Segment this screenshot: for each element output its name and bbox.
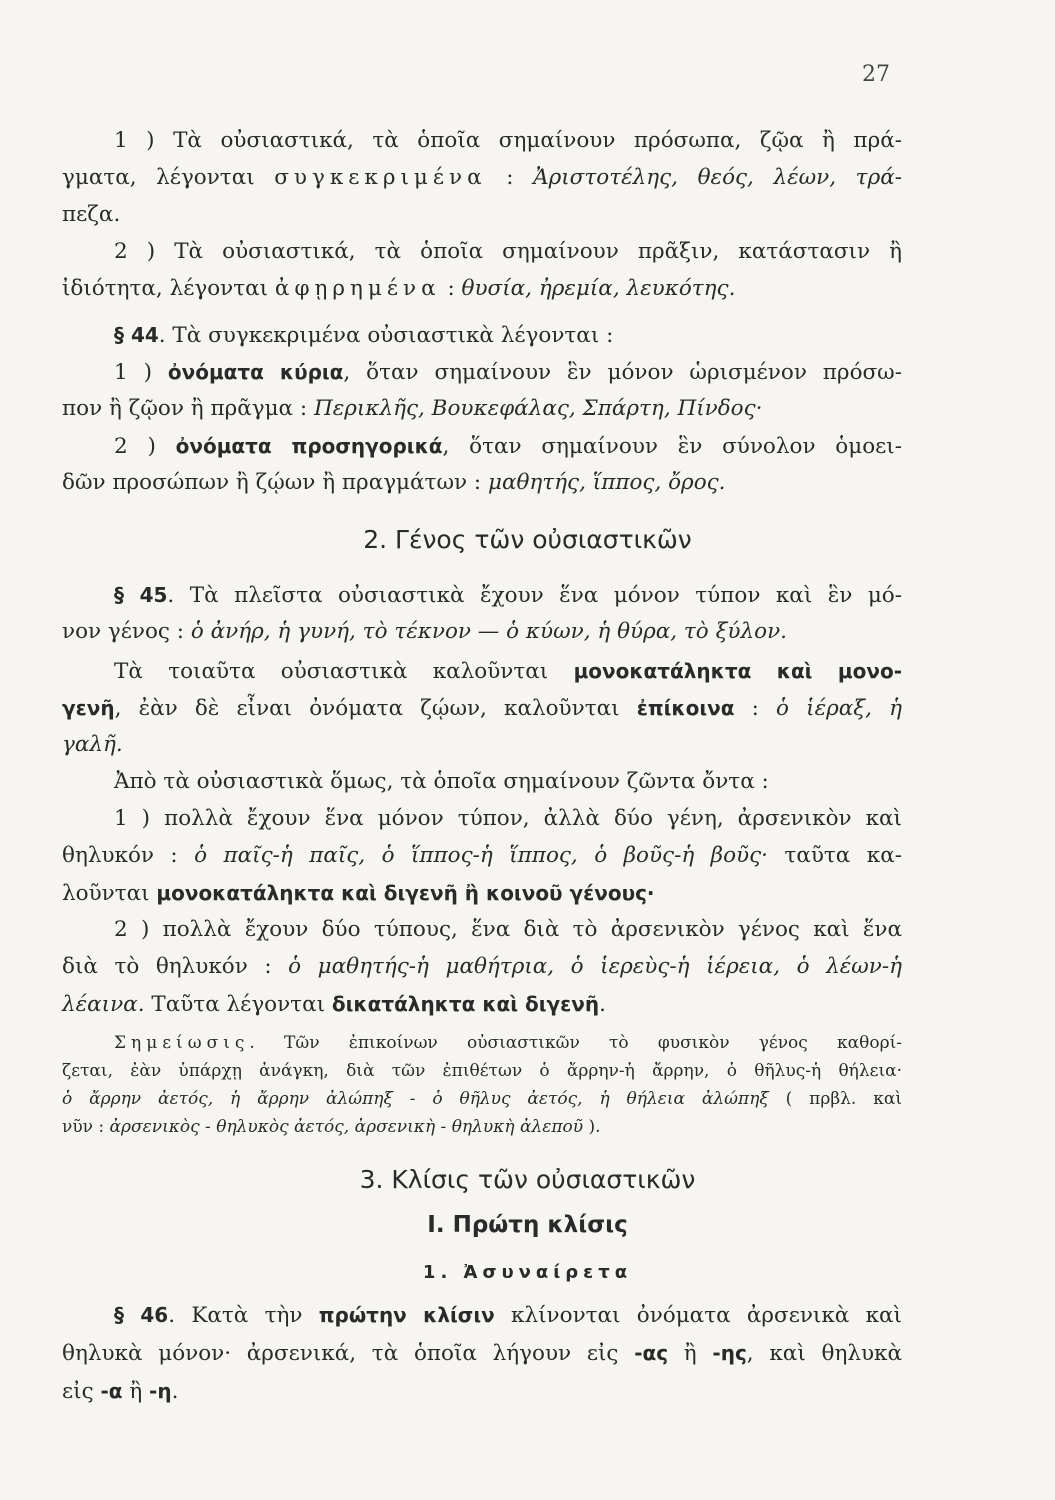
text-line: 2 ) πολλὰ ἔχουν δύο τύπους, ἕνα διὰ τὸ ἀρσενικὸν γένος καὶ ἕνα — [114, 917, 902, 942]
text-line: γενῆ, ἐὰν δὲ εἶναι ὀνόματα ζῴων, καλοῦνται ἐπίκοινα : ὁ ἱέραξ, ἡ — [62, 696, 902, 721]
note-line: νῦν : ἀρσενικὸς - θηλυκὸς ἀετός, ἀρσενικὴ - θηλυκὴ ἀλεποῦ ). — [62, 1117, 601, 1137]
note-line: ὁ ἄρρην ἀετός, ἡ ἄρρην ἀλώπηξ - ὁ θῆλυς ἀετός, ἡ θήλεια ἀλώπηξ ( πρβλ. καὶ — [62, 1089, 902, 1109]
heading-gender: 2. Γένος τῶν οὐσιαστικῶν — [363, 525, 692, 554]
text-line: 1 ) ὀνόματα κύρια, ὅταν σημαίνουν ἓν μόνον ὡρισμένον πρόσω- — [114, 360, 902, 385]
section-46: § 46. Κατὰ τὴν πρώτην κλίσιν κλίνονται ὀνόματα ἀρσενικὰ καὶ — [114, 1303, 902, 1328]
text-line: πεζα. — [62, 202, 121, 227]
note-line: ζεται, ἐὰν ὑπάρχῃ ἀνάγκη, διὰ τῶν ἐπιθέτων ὁ ἄρρην-ἡ ἄρρην, ὁ θῆλυς-ἡ θήλεια· — [62, 1061, 902, 1081]
text-line: 1 ) Τὰ οὐσιαστικά, τὰ ὁποῖα σημαίνουν πρόσωπα, ζῷα ἢ πρά- — [114, 128, 902, 153]
text-line: διὰ τὸ θηλυκόν : ὁ μαθητής-ἡ μαθήτρια, ὁ ἱερεὺς-ἡ ἱέρεια, ὁ λέων-ἡ — [62, 954, 902, 979]
text-line: Ἀπὸ τὰ οὐσιαστικὰ ὅμως, τὰ ὁποῖα σημαίνουν ζῶντα ὄντα : — [114, 769, 769, 794]
heading-first-declension: I. Πρώτη κλίσις — [427, 1212, 628, 1238]
text-line: ἰδιότητα, λέγονται ἀφῃρημένα : θυσία, ἠρεμία, λευκότης. — [62, 276, 736, 301]
text-line: γαλῆ. — [62, 732, 123, 757]
text-line: λέαινα. Ταῦτα λέγονται δικατάληκτα καὶ διγενῆ. — [62, 992, 606, 1017]
text-line: πον ἢ ζῷον ἢ πρᾶγμα : Περικλῆς, Βουκεφάλας, Σπάρτη, Πίνδος· — [62, 396, 763, 421]
heading-uncontracted: 1. Ἀσυναίρετα — [422, 1262, 633, 1283]
text-line: θηλυκὰ μόνον· ἀρσενικά, τὰ ὁποῖα λήγουν εἰς -ας ἢ -ης, καὶ θηλυκὰ — [62, 1341, 902, 1366]
text-line: 1 ) πολλὰ ἔχουν ἕνα μόνον τύπον, ἀλλὰ δύο γένη, ἀρσενικὸν καὶ — [114, 806, 902, 831]
heading-declension: 3. Κλίσις τῶν οὐσιαστικῶν — [359, 1165, 696, 1194]
note-line: Σημείωσις. Τῶν ἐπικοίνων οὐσιαστικῶν τὸ φυσικὸν γένος καθορί- — [114, 1033, 902, 1053]
section-45: § 45. Τὰ πλεῖστα οὐσιαστικὰ ἔχουν ἕνα μόνον τύπον καὶ ἓν μό- — [114, 583, 903, 608]
text-line: θηλυκόν : ὁ παῖς-ἡ παῖς, ὁ ἵππος-ἡ ἵππος, ὁ βοῦς-ἡ βοῦς· ταῦτα κα- — [62, 843, 902, 868]
text-line: λοῦνται μονοκατάληκτα καὶ διγενῆ ἢ κοινοῦ γένους· — [62, 881, 655, 906]
text-line: Τὰ τοιαῦτα οὐσιαστικὰ καλοῦνται μονοκατάληκτα καὶ μονο- — [114, 659, 902, 684]
text-line: νον γένος : ὁ ἀνήρ, ἡ γυνή, τὸ τέκνον — ὁ κύων, ἡ θύρα, τὸ ξύλον. — [62, 619, 787, 644]
page-number: 27 — [862, 62, 890, 87]
text-line: εἰς -α ἢ -η. — [62, 1379, 179, 1404]
section-44: § 44. Τὰ συγκεκριμένα οὐσιαστικὰ λέγονται : — [114, 323, 614, 348]
text-line: 2 ) Τὰ οὐσιαστικά, τὰ ὁποῖα σημαίνουν πρᾶξιν, κατάστασιν ἢ — [114, 239, 902, 264]
text-line: 2 ) ὀνόματα προσηγορικά, ὅταν σημαίνουν ἓν σύνολον ὁμοει- — [114, 434, 902, 459]
text-line: γματα, λέγονται συγκεκριμένα : Ἀριστοτέλης, θεός, λέων, τρά- — [62, 165, 902, 190]
text-line: δῶν προσώπων ἢ ζῴων ἢ πραγμάτων : μαθητής, ἵππος, ὄρος. — [62, 470, 726, 495]
